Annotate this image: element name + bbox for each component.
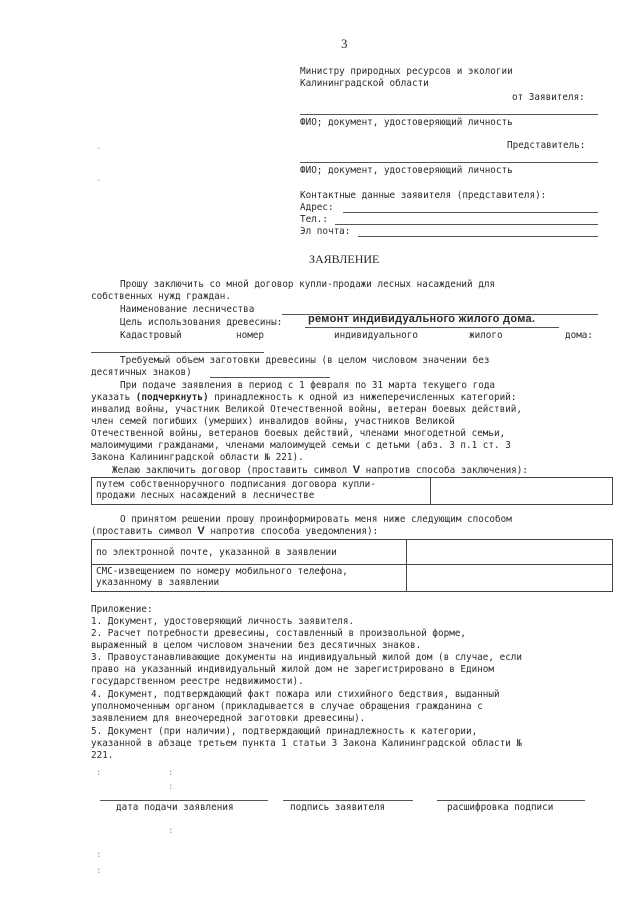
attachment-item: 221. (91, 750, 114, 761)
from-applicant-label: от Заявителя: (512, 92, 585, 103)
attachments-heading: Приложение: (91, 604, 153, 615)
forestry-label: Наименование лесничества (120, 304, 255, 315)
volume-field[interactable] (210, 377, 330, 378)
period-line1: При подаче заявления в период с 1 февраля по 31 марта текущего года (120, 380, 496, 391)
purpose-underline (305, 327, 559, 328)
table-row (92, 478, 613, 505)
table-row (92, 565, 613, 592)
margin-mark: : (96, 768, 102, 778)
applicant-line[interactable] (300, 114, 598, 115)
email-label: Эл почта: (300, 226, 351, 237)
address-field[interactable] (343, 212, 598, 213)
purpose-value: ремонт индивидуального жилого дома. (308, 313, 536, 325)
attachment-item: право на указанный индивидуальный жилой дом не зарегистрировано в Едином (91, 664, 494, 675)
cadastral-word2: номер (236, 330, 264, 341)
purpose-label: Цель использования древесины: (120, 317, 283, 328)
attachment-item: выраженный в целом числовом значении без десятичных знаков. (91, 640, 422, 651)
attachment-item: 5. Документ (при наличии), подтверждающий принадлежность к категории, (91, 726, 478, 737)
period-line5: Отечественной войны, ветеранов боевых действий, членами многодетной семьи, (91, 428, 506, 439)
margin-mark: : (168, 782, 174, 792)
notify-line2: (проставить символ V напротив способа уведомления): (91, 525, 379, 537)
volume-line1: Требуемый объем заготовки древесины (в целом числовом значении без (120, 355, 490, 366)
period-line3: инвалид войны, участник Великой Отечественной войны, ветеран боевых действий, (91, 404, 522, 415)
margin-mark: : (96, 850, 102, 860)
table-row (92, 540, 613, 565)
notify-option-sms: СМС-извещением по номеру мобильного телефона, указанному в заявлении (92, 565, 407, 592)
phone-label: Тел.: (300, 214, 328, 225)
attachment-item: заявлением для внеочередной заготовки древесины). (91, 713, 366, 724)
representative-line[interactable] (300, 162, 598, 163)
representative-label: Представитель: (507, 140, 586, 151)
signature-caption: подпись заявителя (290, 802, 386, 813)
contacts-label: Контактные данные заявителя (представителя): (300, 190, 547, 201)
email-field[interactable] (358, 236, 598, 237)
notify-line1: О принятом решении прошу проинформировать меня ниже следующим способом (120, 514, 512, 525)
margin-mark: . (96, 174, 102, 184)
cadastral-word3: индивидуального (334, 330, 418, 341)
period-line2: указать (подчеркнуть) принадлежность к одной из нижеперечисленных категорий: (91, 392, 517, 403)
margin-mark: : (96, 866, 102, 876)
date-caption: дата подачи заявления (116, 802, 234, 813)
notify-email-mark[interactable] (407, 540, 613, 565)
attachment-item: 3. Правоустанавливающие документы на индивидуальный жилой дом (в случае, если (91, 652, 522, 663)
cadastral-field[interactable] (91, 352, 264, 353)
date-field[interactable] (100, 800, 268, 801)
addressee-line1: Министру природных ресурсов и экологии (300, 66, 513, 77)
page-number: 3 (341, 36, 348, 51)
attachment-item: 4. Документ, подтверждающий факт пожара или стихийного бедствия, выданный (91, 689, 500, 700)
contract-method-table (91, 477, 613, 505)
applicant-caption: ФИО; документ, удостоверяющий личность (300, 117, 513, 128)
attachment-item: 2. Расчет потребности древесины, составленный в произвольной форме, (91, 628, 467, 639)
cadastral-word1: Кадастровый (120, 330, 182, 341)
notify-method-table (91, 539, 613, 592)
attachment-item: 1. Документ, удостоверяющий личность заявителя. (91, 616, 355, 627)
margin-mark: . (96, 142, 102, 152)
cadastral-word5: дома: (565, 330, 593, 341)
margin-mark: : (168, 826, 174, 836)
phone-field[interactable] (335, 224, 598, 225)
period-line4: член семей погибших (умерших) инвалидов войны, участников Великой (91, 416, 455, 427)
signature-field[interactable] (283, 800, 413, 801)
contract-option-cell: путем собственноручного подписания договора купли- продажи лесных насаждений в лесничестве (92, 478, 431, 505)
attachment-item: государственном реестре недвижимости). (91, 676, 304, 687)
address-label: Адрес: (300, 202, 334, 213)
document-title: ЗАЯВЛЕНИЕ (309, 252, 380, 266)
contract-option-mark[interactable] (431, 478, 613, 505)
notify-option-email: по электронной почте, указанной в заявлении (92, 540, 407, 565)
period-line7: Закона Калининградской области № 221). (91, 452, 304, 463)
notify-sms-mark[interactable] (407, 565, 613, 592)
request-line2: собственных нужд граждан. (91, 291, 231, 302)
decoding-caption: расшифровка подписи (447, 802, 554, 813)
decoding-field[interactable] (437, 800, 585, 801)
request-line1: Прошу заключить со мной договор купли-продажи лесных насаждений для (120, 279, 496, 290)
representative-caption: ФИО; документ, удостоверяющий личность (300, 165, 513, 176)
margin-mark: : (168, 768, 174, 778)
contract-method-label: Желаю заключить договор (проставить символ V напротив способа заключения): (112, 464, 528, 476)
addressee-line2: Калининградской области (300, 78, 429, 89)
volume-line2: десятичных знаков) (91, 367, 192, 378)
period-line6: малоимущими гражданами, членами малоимущей семьи с детьми (абз. 3 п.1 ст. 3 (91, 440, 511, 451)
cadastral-word4: жилого (469, 330, 503, 341)
attachment-item: указанной в абзаце третьем пункта 1 статьи 3 Закона Калининградской области № (91, 738, 522, 749)
attachment-item: уполномоченным органом (прикладывается в случае обращения гражданина с (91, 701, 483, 712)
